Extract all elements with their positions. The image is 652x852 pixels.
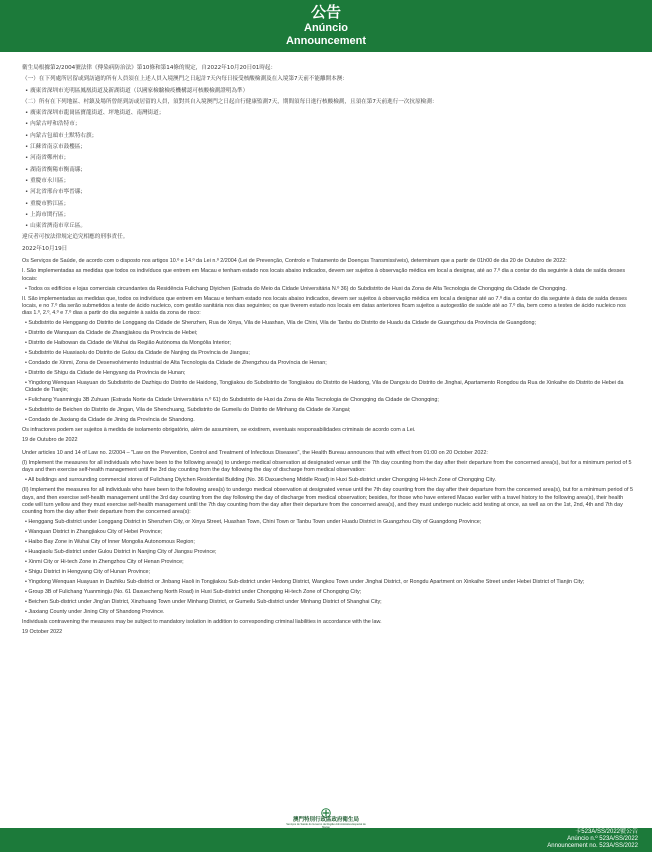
pt-list-item: • Subdistrito de Beichen do Distrito de Jingan, Vila de Shenchuang, Subdistrito de Gumeilu do Distrito de Minhang da Cidade de Xangai; [25,407,351,414]
portuguese-section [22,258,634,444]
zh-list-item: • 內蒙古呼和浩特市； [25,121,81,128]
pt-list-item: • Distrito de Shigu da Cidade de Hengyang da Província de Hunan; [25,370,186,377]
zh-list-item: • 湖南省衡陽市衡南縣； [25,166,87,173]
en-list-item: • Henggang Sub-district under Longgang District in Shenzhen City, or Xinya Street, Huashan Town, Chini Town or Tanbu Town under Huadu District in Guangzhou City of Guangdong Province; [25,519,482,526]
en-list-item: • Huaqiaolu Sub-district under Gulou District in Nanjing City of Jiangsu Province; [25,549,217,556]
reference-number-english: Announcement no. 523A/SS/2022 [547,843,638,849]
chinese-section [22,64,634,253]
en-list-item: • Wanquan District in Zhangjiakou City of Hebei Province; [25,529,163,536]
pt-list-item: • Subdistrito de Henggang do Distrito de Longgang da Cidade de Shenzhen, Rua de Xinya, Vila de Huashan, Vila de Chini, Vila de Tanbu do Distrito de Huadu da Cidade de Guangzhou da Província de Guangdong; [25,320,536,327]
zh-intro: 衛生局根據第2/2004號法律《傳染病防治法》第10條和第14條的規定，自2022年10月20日01時起： [22,65,277,71]
health-bureau-seal [283,808,369,829]
pt-list-item: • Yingdong Wenquan Huayuan do Subdistrito de Dazhiqu do Distrito de Haidong, Tongjiakou do Subdistrito de Tongjiakou do Distrito de Haidong, Vila de Dangxiu do Distrito de Jinghai, Apartamento Rongdou da Rua de Xinkaihe do Distrito de Hebei da Cidade de Tianjin; [25,380,624,394]
pt-closing: Os infractores podem ser sujeitos à medida de isolamento obrigatório, além de assumirem, se existirem, eventuais responsabilidades criminais de acordo com a Lei. [22,427,416,434]
en-list-item: • Yingdong Wenquan Huayuan in Dazhiku Sub-district or Jinbang Haoli in Tongjiakou Sub-district under Hedong District, Wangkou Town under Jinghai District, or Rongdu Apartment on Xinkaihe Street under Hebei District of Tianjin City; [25,579,585,586]
pt-list-item: • Subdistrito de Huaxiaolu do Distrito de Gulou da Cidade de Nanjing da Província de Jiangsu; [25,350,250,357]
pt-list-item: • Condado de Jiaxiang da Cidade de Jining da Província de Shandong. [25,417,195,424]
title-chinese: 公告 [310,3,341,21]
zh-list-item: • 重慶市永川區； [25,177,70,184]
pt-list-item: • Todos os edifícios e lojas comerciais circundantes da Residência Fulichang Diyichen (Estrada do Meio da Cidade Universitária N.º 36) do Subdistrito de Huxi da Zona de Alta Tecnologia de Chongqing da Cidade de Chongqing. [25,285,567,292]
pt-list-item: • Condado de Xinmi, Zona de Desenvolvimento Industrial de Alta Tecnologia da Cidade de Zhengzhou da Província de Henan; [25,360,327,367]
zh-list-item: • 重慶市黔江區； [25,200,70,207]
announcement-banner [0,0,652,52]
en-list-item: • Beichen Sub-district under Jing'an District, Xinzhuang Town under Minhang District, or Gumeilu Sub-district under Minhang District of Shanghai City; [25,599,382,606]
zh-closing: 違反者可按法律規定追究相應的刑事責任。 [22,234,129,241]
zh-list-item: • 江蘇省南京市鼓樓區； [25,144,87,151]
zh-list-item: • 內蒙古包頭市土默特右旗； [25,132,98,139]
footer-bar [0,828,652,852]
title-portuguese: Anúncio [304,22,348,34]
title-english: Announcement [285,35,367,47]
org-name-portuguese: Serviços de Saúde do Governo da Região Administrativa Especial de Macau [286,822,366,829]
zh-list-item: • 廣東省深圳市龍崗區寶龍街道、坪地街道、南灣街道； [25,110,165,117]
pt-paragraph-2: II. São implementadas as medidas que, todos os indivíduos que entrem em Macau e tenham estado nos locais abaixo indicados, devem ser sujeitos à observação médica em local a designar até ao 7.º dia a contar do dia seguinte à data de saída desses locais, e no 7.º dia serão submetidos a teste de ácido nucleico, com gestão sanitária nos dias seguintes; os que tiverem estado nos locais em datas anteriores ficam sujeitos a autogestão de saúde até ao 7.º dia, bem como a testes de ácido nucleico nos dias 1.º, 2.º, 4.º e 7.º dias a partir do dia seguinte à saída da zona de risco: [22,295,627,317]
pt-list-item: • Distrito de Wanquan da Cidade de Zhangjiakou da Província de Hebei; [25,330,198,337]
zh-list-item: • 河北省邢台市寧晉縣； [25,189,87,196]
en-list-item: • Haibo Bay Zone in Wuhai City of Inner Mongolia Autonomous Region; [25,539,195,546]
en-intro: Under articles 10 and 14 of Law no. 2/2004 – "Law on the Prevention, Control and Treatment of Infectious Diseases", the Health Bureau announces that with effect from 01:00 on 20 October 2022: [22,450,488,457]
zh-date: 2022年10月19日 [22,245,68,252]
en-list-item: • Group 3B of Fulichang Yuanmingju (No. 61 Daxuecheng North Road) in Huxi Sub-district under Chongqing Hi-tech Zone of Chongqing City; [25,589,362,596]
en-paragraph-2: (II) Implement the measures for all individuals who have been to the following area(s) to undergo medical observation at designated venue until the 7th day counting from the day after their departure from the concerned area(s), but for a minimum period of 5 days, and then exercise self-health management until the 3rd day counting from the day following the day of discharge from medical observation; besides, for those who have entered Macao earlier with a travel history to the following area(s), their health code will turn yellow and they must exercise self-health management until the 7th day counting from the day after their departure from the concerned area(s), and they must undergo nucleic acid testing at once, as well as on the 1st, 2nd, 4th and 7th day counting from the day after their departure from the concerned area(s): [22,487,633,516]
pt-paragraph-1: I. São implementadas as medidas que todos os indivíduos que entrem em Macau e tenham estado nos locais abaixo indicados, devem ser sujeitos à observação médica em local a designar, até ao 7.º dia a contar do dia seguinte à data de saída desses locais: [22,268,626,282]
en-list-item: • Xinmi City or Hi-tech Zone in Zhengzhou City of Henan Province; [25,559,184,566]
en-paragraph-1: (I) Implement the measures for all individuals who have been to the following area(s) to undergo medical observation at designated venue until the 7th day counting from the day after their departure from the concerned area(s), but for a minimum period of 5 days and then exercise self-health management until the 3rd day counting from the day following the day of discharge from medical observation: [22,460,632,474]
zh-list-item: • 上海市閔行區； [25,211,70,218]
zh-list-item: • 廣東省深圳市光明區鳳凰街道及新湖街道（以國家檢驗檢疫機構認可核酸檢測證明為準） [25,87,249,94]
pt-intro: Os Serviços de Saúde, de acordo com o disposto nos artigos 10.º e 14.º da Lei n.º 2/2004 (Lei de Prevenção, Controlo e Tratamento de Doenças Transmissíveis), determinam que a partir de 01h00 de dia 20 de Outubro de 2022: [22,258,567,265]
en-list-item: • Jiaxiang County under Jining City of Shandong Province. [25,609,165,616]
zh-paragraph-1: （一）在下列處所居留或到訪過的所有人員須在上述人員入境澳門之日起計7天內每日接受核酸檢測及在入境第7天前不能離開本澳： [22,76,348,83]
pt-list-item: • Distrito de Haibowan da Cidade de Wuhai da Região Autónoma da Mongólia Interior; [25,340,231,347]
en-list-item: • All buildings and surrounding commercial stores of Fulichang Diyichen Residential Building (No. 36 Daxuecheng Middle Road) in Huxi Sub-district under Chongqing Hi-tech Zone of Chongqing City. [25,477,497,484]
org-name-chinese: 澳門特別行政區政府衛生局 [292,817,359,823]
pt-list-item: • Fulichang Yuanmingju 3B Zuhuan (Estrada Norte da Cidade Universitária n.º 61) do Subdistrito de Huxi da Zona de Alta Tecnologia de Chongqing da Cidade de Chongqing; [25,397,439,404]
zh-paragraph-2: （二）所有在下列地區、村鎮及場所曾經到訪或居留的人員，須對其自入境澳門之日起自行健康監測7天，期間須每日進行核酸檢測，且須在第7天前進行一次抗原檢測： [22,98,438,105]
en-date: 19 October 2022 [22,629,63,636]
english-section [22,450,634,636]
en-closing: Individuals contravening the measures may be subject to mandatory isolation in addition to corresponding criminal liabilities in accordance with the law. [22,619,382,626]
en-list-item: • Shigu District in Hengyang City of Hunan Province; [25,569,151,576]
reference-number-portuguese: Anúncio n.º 523A/SS/2022 [567,836,638,842]
pt-date: 19 de Outubro de 2022 [22,437,78,444]
zh-list-item: • 河南省鄭州市； [25,155,70,162]
reference-number-chinese: 卡523A/SS/2022號公告 [575,829,638,835]
zh-list-item: • 山東省濟南市章丘區。 [25,223,87,230]
announcement-body [22,64,634,806]
